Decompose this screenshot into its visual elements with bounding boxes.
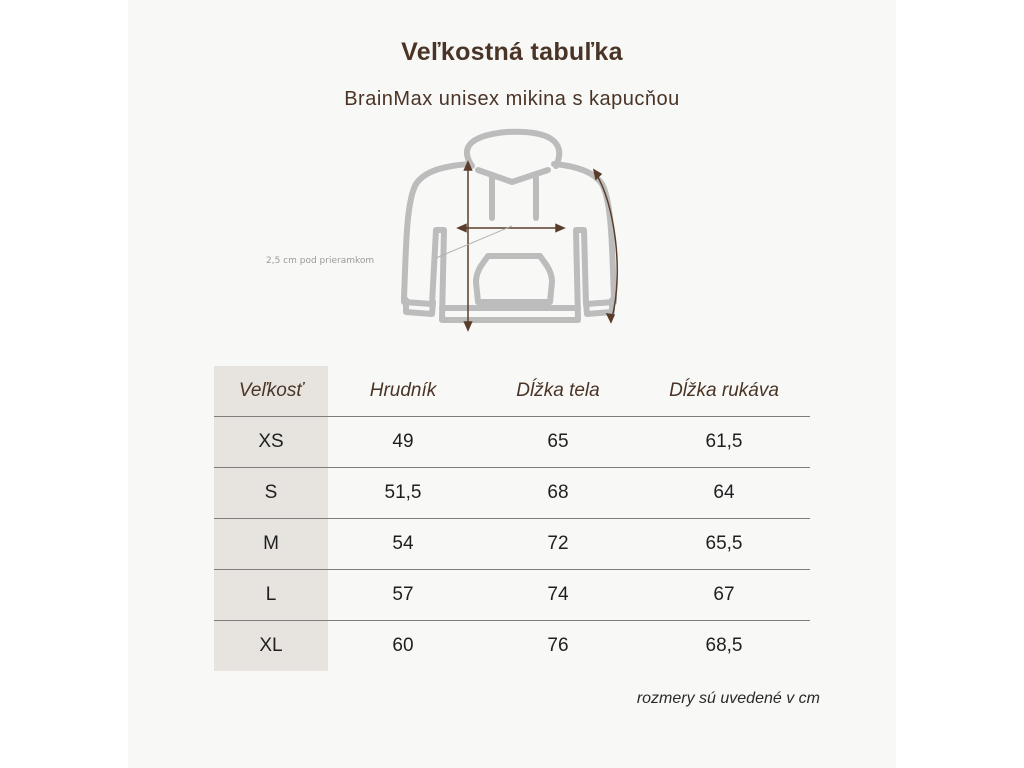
cell-chest: 57 bbox=[328, 570, 478, 621]
table-header-row bbox=[214, 366, 810, 417]
cell-sleeve-length: 61,5 bbox=[638, 417, 810, 468]
cell-sleeve-length: 65,5 bbox=[638, 519, 810, 570]
size-table bbox=[214, 366, 810, 671]
cell-chest: 54 bbox=[328, 519, 478, 570]
table-row bbox=[214, 417, 810, 468]
table-row bbox=[214, 519, 810, 570]
cell-body-length: 76 bbox=[547, 635, 569, 656]
header-body-length: Dĺžka tela bbox=[478, 366, 638, 417]
cell-chest: 60 bbox=[392, 635, 414, 656]
table-row bbox=[214, 621, 810, 672]
cell-sleeve-length: 67 bbox=[638, 570, 810, 621]
header-size: Veľkosť bbox=[214, 366, 328, 417]
hoodie-body bbox=[404, 164, 614, 320]
cell-size: M bbox=[214, 519, 328, 570]
hoodie-diagram-icon bbox=[256, 120, 768, 350]
cell-chest: 51,5 bbox=[328, 468, 478, 519]
table-row bbox=[214, 468, 810, 519]
header-sleeve-length: Dĺžka rukáva bbox=[638, 366, 810, 417]
measurement-note: 2,5 cm pod prieramkom bbox=[266, 256, 375, 266]
hoodie-hood bbox=[467, 132, 559, 166]
units-footnote: rozmery sú uvedené v cm bbox=[636, 690, 820, 707]
cell-size: S bbox=[214, 468, 328, 519]
cell-sleeve-length: 64 bbox=[638, 468, 810, 519]
cell-body-length: 68 bbox=[478, 468, 638, 519]
cell-size: XL bbox=[214, 621, 328, 672]
cell-size: L bbox=[214, 570, 328, 621]
cell-body-length: 72 bbox=[478, 519, 638, 570]
header-chest: Hrudník bbox=[328, 366, 478, 417]
page-title: Veľkostná tabuľka bbox=[401, 38, 623, 66]
cell-chest: 49 bbox=[328, 417, 478, 468]
cell-body-length: 65 bbox=[478, 417, 638, 468]
size-chart-card bbox=[128, 0, 896, 768]
cell-sleeve-length: 68,5 bbox=[705, 635, 743, 656]
hoodie-pocket bbox=[476, 256, 552, 302]
table-row bbox=[214, 570, 810, 621]
cell-size: XS bbox=[214, 417, 328, 468]
cell-body-length: 74 bbox=[478, 570, 638, 621]
product-subtitle: BrainMax unisex mikina s kapucňou bbox=[344, 88, 680, 110]
